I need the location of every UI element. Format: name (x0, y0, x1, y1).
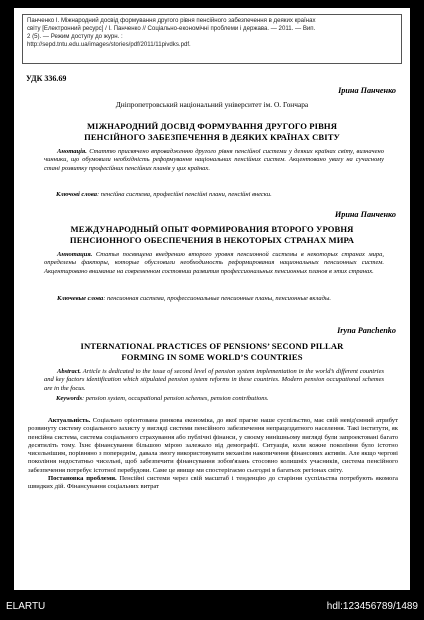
citation-box (22, 14, 402, 64)
title-en-line: FORMING IN SOME WORLD’S COUNTRIES (121, 352, 303, 362)
citation-line: 2 (5). — Режим доступу до журн. : (27, 33, 123, 40)
abstract-ru (44, 251, 384, 276)
title-en (22, 341, 402, 363)
university: Дніпропетровський національний університет ім. О. Гончара (115, 100, 309, 109)
paragraph-text: Пенсійні системи через свій масштаб і тенденцію до старіння суспільства потребують якомога швидких дій. Фінансування соціальних витрат (28, 475, 398, 491)
keywords-text-ru: : пенсионная система, профессиональные пенсионные планы, пенсионные вклады. (103, 295, 331, 302)
footer-repository-label: ELARTU (6, 601, 46, 612)
article-body (28, 417, 398, 492)
keywords-label-ua: Ключові слова (56, 191, 97, 198)
keywords-label-en: Keywords (56, 395, 82, 402)
keywords-text-ua: : пенсійна система, професійні пенсійні плани, пенсійні внески. (96, 191, 272, 198)
citation-line: http://sepd.tntu.edu.ua/images/stories/pdf/2011/11pivdks.pdf. (27, 41, 191, 48)
citation-line: світу [Електронний ресурс] / І. Панченко // Соціально-економічні проблеми і держава. — 2011. — Вип. (27, 25, 316, 32)
title-ua (22, 121, 402, 143)
document-page (14, 8, 410, 590)
abstract-label-ru: Аннотация. (57, 251, 93, 258)
abstract-text-en: Article is dedicated to the issue of second level of pension system implementation in the world’s different countries and key factors identification which stipulated pension system reforms in these countries. Modern pension occupational schemes are in the focus. (44, 368, 384, 392)
title-ua-line: МІЖНАРОДНИЙ ДОСВІД ФОРМУВАННЯ ДРУГОГО РІВНЯ (86, 121, 338, 131)
title-en-line: INTERNATIONAL PRACTICES OF PENSIONS’ SECOND PILLAR (80, 341, 344, 351)
abstract-text-ua: Статтю присвячено впровадженню другого рівня пенсійної системи у деяких країнах світу, визначено чинники, що обумовили необхідність реформування національних пенсійних систем. Акцентовано увагу на сучасному стані розвитку професійних пенсійних планів у цих країнах. (44, 148, 384, 172)
title-ua-line: ПЕНСІЙНОГО ЗАБЕЗПЕЧЕННЯ В ДЕЯКИХ КРАЇНАХ СВІТУ (84, 132, 340, 142)
abstract-label-en: Abstract. (57, 368, 82, 375)
keywords-text-en: : pension system, occupational pension schemes, pension contributions. (82, 395, 269, 402)
keywords-label-ru: Ключевые слова (57, 295, 104, 302)
abstract-label-ua: Анотація. (57, 148, 87, 155)
author-ru: Ирина Панченко (334, 210, 396, 219)
author-en: Iryna Panchenko (337, 326, 396, 335)
abstract-ua (44, 148, 384, 173)
abstract-text-ru: Статья посвящена внедрению второго уровня пенсионной системы в некоторых странах мира, определены факторы, которые обусловили необходимость реформирования национальных пенсионных систем. Акцентировано внимание на современном состоянии развития профессиональных пенсионных планов в этих странах. (44, 251, 384, 275)
author-ua: Ірина Панченко (338, 86, 396, 95)
udk-code: УДК 336.69 (26, 74, 67, 83)
keywords-ua (56, 191, 386, 199)
title-ru (22, 224, 402, 246)
title-ru-line: МЕЖДУНАРОДНЫЙ ОПЫТ ФОРМИРОВАНИЯ ВТОРОГО УРОВНЯ (70, 224, 354, 234)
footer-handle: hdl:123456789/1489 (326, 601, 418, 612)
citation-line: Панченко І. Міжнародний досвід формування другого рівня пенсійного забезпечення в деяких країнах (27, 17, 316, 24)
abstract-en (44, 368, 384, 393)
paragraph-text: Соціально орієнтована ринкова економіка, до якої прагне наше суспільство, має свій невід'ємний атрибут розвинуту систему соціального захисту у вигляді системи пенсійного забезпечення непрацездатного населення. Такі інститути, як пенсійна система, система соціального страхування або публічні фінанси, у своєму нинішньому вигляді були запроектовані багато десятиліть тому. Їхнє фінансування більшою мірою залежало від демографії. Ситуація, коли кожне покоління було істотно чисельнішим, порівняно з попереднім, давала змогу використовувати механізм накопичення фінансових активів. Але якщо чергові покоління недостатньо чисельні, щоб забезпечити фінансування зобов'язань стосовно колишніх учасників, система пенсійного забезпечення потребує істотної перебудови. Саме це явище ми спостерігаємо сьогодні в багатьох регіонах світу. (28, 417, 398, 474)
paragraph-heading: Актуальність. (48, 417, 91, 424)
keywords-ru (44, 295, 384, 303)
keywords-en (56, 395, 386, 403)
body-paragraph (28, 475, 398, 492)
paragraph-heading: Постановка проблеми. (48, 475, 117, 483)
body-paragraph (28, 417, 398, 475)
title-ru-line: ПЕНСИОННОГО ОБЕСПЕЧЕНИЯ В НЕКОТОРЫХ СТРАНАХ МИРА (69, 235, 355, 245)
